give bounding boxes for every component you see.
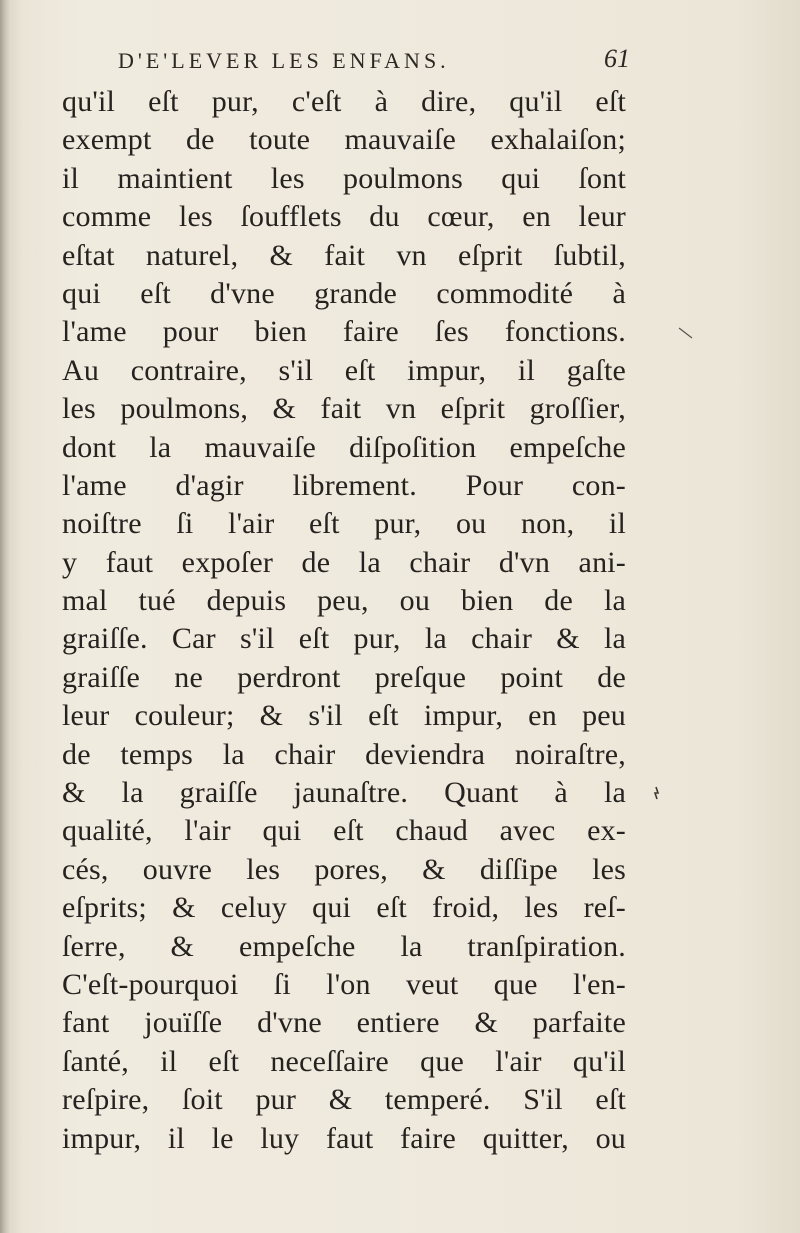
running-head: [118, 44, 630, 88]
text-line: noiſtre ſi l'air eſt pur, ou non, il: [62, 507, 626, 541]
page-edge-shadow: [0, 0, 10, 1233]
text-line: graiſſe. Car s'il eſt pur, la chair & la: [62, 622, 626, 656]
ink-mark: [678, 326, 694, 340]
text-line: eſprits; & celuy qui eſt froid, les reſ-: [62, 891, 626, 925]
text-line: qui eſt d'vne grande commodité à: [62, 276, 626, 310]
text-line: graiſſe ne perdront preſque point de: [62, 660, 626, 694]
text-line: ſanté, il eſt neceſſaire que l'air qu'il: [62, 1044, 626, 1078]
text-line: mal tué depuis peu, ou bien de la: [62, 584, 626, 618]
text-line: exempt de toute mauvaiſe exhalaiſon;: [62, 123, 626, 157]
text-line: comme les ſoufflets du cœur, en leur: [62, 200, 626, 234]
body-text: [62, 83, 626, 1158]
text-line: l'ame pour bien faire ſes fonctions.: [62, 315, 626, 349]
text-line: ſerre, & empeſche la tranſpiration.: [62, 929, 626, 963]
text-line: leur couleur; & s'il eſt impur, en peu: [62, 699, 626, 733]
text-line: qu'il eſt pur, c'eſt à dire, qu'il eſt: [62, 85, 626, 118]
text-line: fant jouïſſe d'vne entiere & parfaite: [62, 1006, 626, 1040]
text-line: de temps la chair deviendra noiraſtre,: [62, 737, 626, 771]
text-line: il maintient les poulmons qui ſont: [62, 161, 626, 195]
text-line: dont la mauvaiſe diſpoſition empeſche: [62, 430, 626, 464]
text-line: les poulmons, & fait vn eſprit groſſier,: [62, 392, 626, 426]
text-line: C'eſt-pourquoi ſi l'on veut que l'en-: [62, 967, 626, 1001]
text-line: qualité, l'air qui eſt chaud avec ex-: [62, 814, 626, 848]
text-line: eſtat naturel, & fait vn eſprit ſubtil,: [62, 238, 626, 272]
text-line: y faut expoſer de la chair d'vn ani-: [62, 545, 626, 579]
text-line: cés, ouvre les pores, & diſſipe les: [62, 852, 626, 886]
ink-mark: [650, 786, 662, 800]
text-line: & la graiſſe jaunaſtre. Quant à la: [62, 776, 626, 810]
running-title: D'E'LEVER LES ENFANS.: [118, 48, 450, 73]
text-line: impur, il le luy faut faire quitter, ou: [62, 1121, 626, 1155]
page-number: 61: [604, 44, 630, 73]
text-line: reſpire, ſoit pur & temperé. S'il eſt: [62, 1083, 626, 1117]
text-line: l'ame d'agir librement. Pour con-: [62, 468, 626, 502]
text-line: Au contraire, s'il eſt impur, il gaſte: [62, 353, 626, 387]
